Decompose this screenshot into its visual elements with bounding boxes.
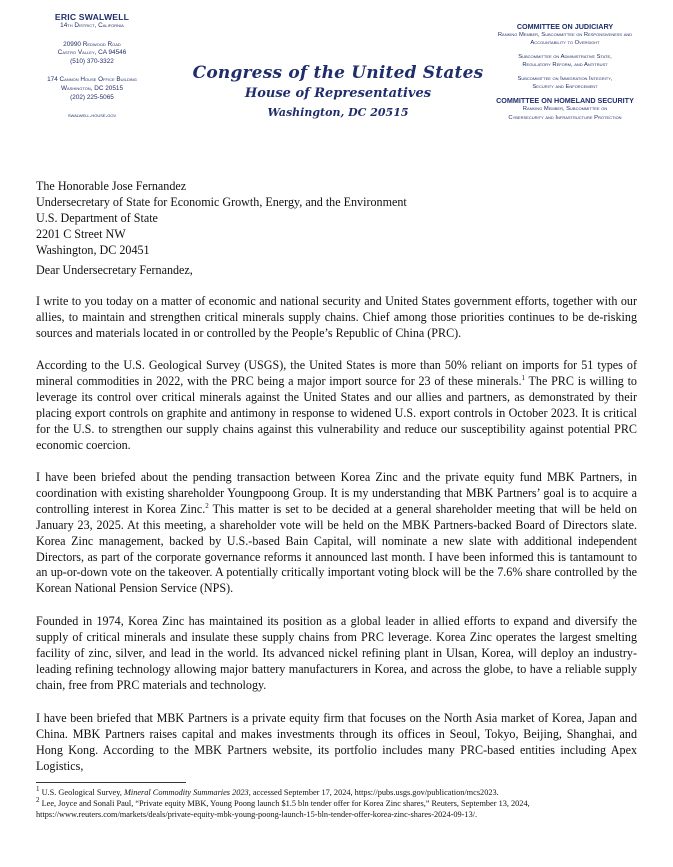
recipient-title: Undersecretary of State for Economic Growth, Energy, and the Environment [36, 194, 407, 209]
member-info [26, 12, 158, 121]
footnote-2 [36, 796, 637, 820]
footnote-2-citation: Lee, Joyce and Sonali Paul, “Private equity MBK, Young Poong launch $1.5 bln tender offer for Korea Zinc shares,” Reuters, September 13, 2024, [39, 799, 530, 808]
subcommittee-immigration-2: Security and Enforcement [532, 84, 598, 91]
committee-assignments [470, 22, 660, 122]
footnote-1 [36, 785, 637, 799]
paragraph-2-part-2: The PRC is willing to leverage its control over critical minerals against the United States and our allies and partners, as demonstrated by their placing export controls on graphite and antimony in response to widened U.S. export controls in October 2023. It is critical for the U.S. to strengthen our supply chains against this vulnerability and reduce our susceptibility against potential PRC economic coercion. [36, 373, 637, 452]
subcommittee-admin-2: Regulatory Reform, and Antitrust [522, 62, 608, 69]
dc-office [26, 76, 158, 102]
dc-office-building: 174 Cannon House Office Building [47, 76, 137, 84]
recipient-department: U.S. Department of State [36, 210, 158, 225]
footnote-ref-2: 2 [205, 501, 209, 510]
district-office-phone: (510) 370-3322 [70, 57, 114, 65]
paragraph-2 [36, 358, 637, 453]
masthead-house: House of Representatives [244, 86, 432, 101]
recipient-street: 2201 C Street NW [36, 226, 126, 241]
paragraph-3-part-2: This matter is set to be decided at a general shareholder meeting that will be held on January 23, 2025. At this meeting, a shareholder vote will be held on the MBK Partners-backed Board of Directors slate. Korea Zinc management, backed by U.S.-based Bain Capital, will nominate a new slate with additional independent Directors, as part of the corporate governance reforms it announced last month. I have been informed this is tantamount to an up-or-down vote on the takeover. A potentially critically important voting block will be the 7.6% share controlled by the Korean National Pension Service (NPS). [36, 501, 637, 596]
dc-office-phone: (202) 225-5065 [70, 93, 114, 101]
footnote-1-details: , accessed September 17, 2024, https://pubs.usgs.gov/publication/mcs2023. [248, 788, 499, 797]
masthead-congress: Congress of the United States [192, 63, 484, 83]
footnote-divider [36, 782, 186, 783]
member-district: 14th District, California [60, 22, 124, 29]
subcommittee-admin-1: Subcommittee on Administrative State, [518, 53, 612, 60]
paragraph-5: I have been briefed that MBK Partners is a private equity firm that focuses on the North Asia market of Korea, Japan and China. MBK Partners raises capital and makes investments through its offices in Seoul, Tokyo, Beijing, Shanghai, and Hong Kong. According to the MBK Partners website, its portfolio includes many PRC-based entities including Apex Logistics, [36, 711, 637, 773]
paragraph-4: Founded in 1974, Korea Zinc has maintained its position as a global leader in allied efforts to expand and diversify the supply of critical minerals and insulate these supply chains from PRC leverage. Korea Zinc operates the largest smelting facility of zinc, silver, and lead in the world. Its advanced nickel refining plant in Ulsan, Korea, will deploy an industry-leading refining technology allowing major battery manufacturers in Korea, and across the globe, to have a reliable supply chain, free from PRC materials and technology. [36, 614, 637, 692]
paragraph-3-part-1: I have been briefed about the pending transaction between Korea Zinc and the private equity fund MBK Partners, in coordination with existing shareholder Youngpoong Group. It is my understanding that MBK Partners’ goal is to acquire a controlling interest in Korea Zinc. [36, 470, 637, 516]
judiciary-role-2: Accountability to Oversight [530, 40, 600, 47]
committee-judiciary: COMMITTEE ON JUDICIARY [516, 22, 614, 31]
homeland-role-1: Ranking Member, Subcommittee on [522, 106, 608, 113]
masthead-city: Washington, DC 20515 [267, 106, 409, 119]
recipient-name: The Honorable Jose Fernandez [36, 179, 187, 193]
recipient-address [36, 179, 637, 259]
member-name: ERIC SWALWELL [54, 12, 130, 22]
footnote-2-url[interactable]: https://www.reuters.com/markets/deals/private-equity-mbk-young-poong-launch-15-bln-tender-offer-korea-zinc-shares-2024-09-13/. [36, 809, 478, 819]
footnote-1-title: Mineral Commodity Summaries 2023 [124, 788, 249, 797]
dc-office-city: Washington, DC 20515 [60, 84, 124, 92]
paragraph-1: I write to you today on a matter of economic and national security and United States government efforts, together with our allies, to maintain and strengthen critical minerals supply chains. Chief among those priorities continues to be de-risking sources and materials located in or controlled by the People’s Republic of China (PRC). [36, 294, 637, 340]
district-office-street: 20990 Redwood Road [63, 40, 121, 48]
footnote-1-number: 1 [36, 785, 40, 794]
footnote-ref-1: 1 [521, 373, 525, 382]
district-office-city: Castro Valley, CA 94546 [57, 49, 127, 57]
salutation: Dear Undersecretary Fernandez, [36, 263, 193, 277]
subcommittee-immigration-1: Subcommittee on Immigration Integrity, [517, 75, 613, 82]
footnote-2-number: 2 [36, 796, 40, 805]
recipient-city: Washington, DC 20451 [36, 242, 150, 257]
member-website[interactable]: swalwell.house.gov [67, 113, 117, 120]
committee-homeland: COMMITTEE ON HOMELAND SECURITY [496, 96, 634, 106]
paragraph-3 [36, 470, 637, 597]
district-office [26, 41, 158, 67]
paragraph-2-part-1: According to the U.S. Geological Survey (USGS), the United States is more than 50% reliant on imports for 51 types of mineral commodities in 2022, with the PRC being a major import source for 23 of these minerals. [36, 358, 637, 388]
judiciary-role-1: Ranking Member, Subcommittee on Responsiveness and [497, 32, 633, 38]
congress-masthead [190, 62, 486, 122]
homeland-role-2: Cybersecurity and Infrastructure Protection [508, 114, 622, 121]
footnote-1-source: U.S. Geological Survey, [39, 788, 124, 797]
